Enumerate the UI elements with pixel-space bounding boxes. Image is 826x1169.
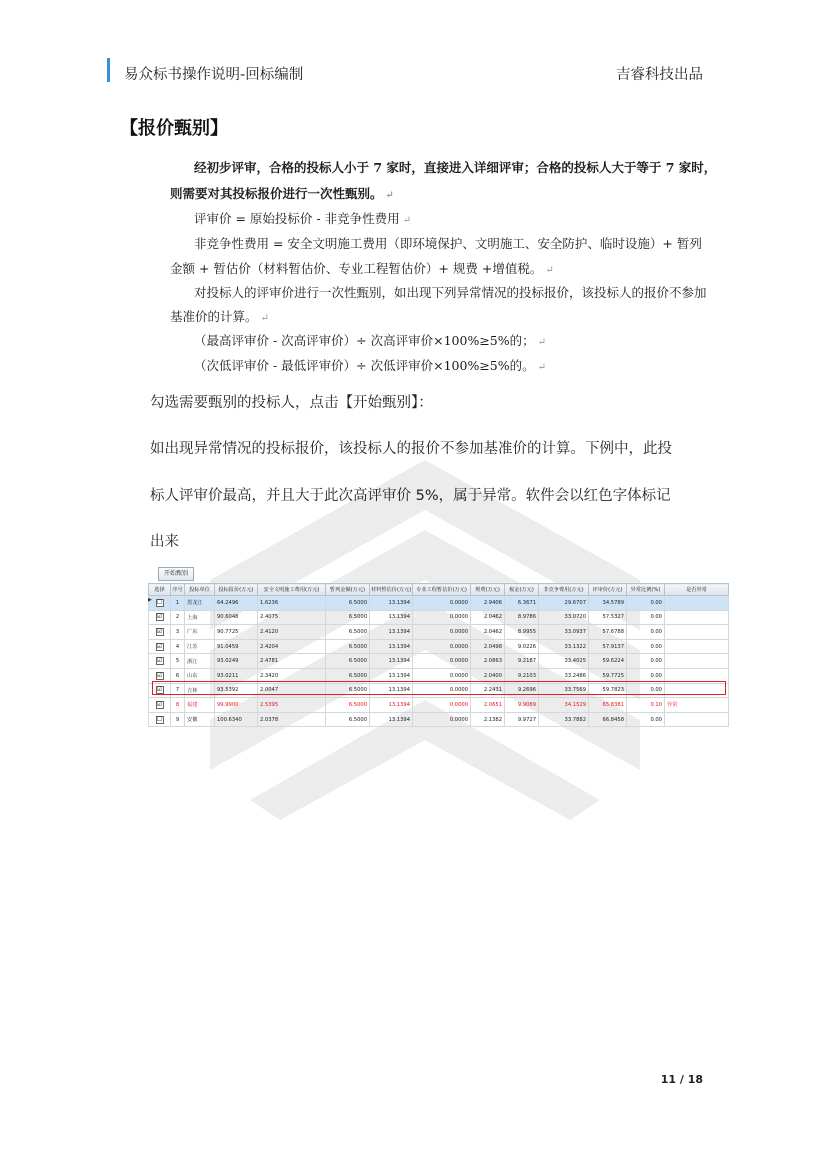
cell-abnormal-ratio: 0.00 — [627, 625, 665, 640]
cell-professional: 0.0000 — [413, 698, 471, 713]
table-header-row — [149, 584, 729, 596]
cell-review-price: 59.6224 — [589, 654, 627, 669]
cell-noncompetitive: 33.0720 — [539, 610, 589, 625]
cell-provisional: 6.5000 — [326, 625, 370, 640]
row-checkbox[interactable]: ☑ — [156, 627, 163, 635]
cell-no: 8 — [171, 698, 185, 713]
cell-no: 1 — [171, 596, 185, 611]
cell-material: 13.1394 — [370, 639, 413, 654]
row-checkbox[interactable]: ☐ — [156, 715, 163, 723]
cell-bid: 64.2496 — [215, 596, 258, 611]
cell-safety: 2.4120 — [258, 625, 326, 640]
cell-safety: 2.4075 — [258, 610, 326, 625]
document-title: 易众标书操作说明-回标编制 — [124, 67, 304, 83]
cell-bid: 90.6048 — [215, 610, 258, 625]
row-checkbox[interactable]: ☑ — [156, 657, 163, 665]
cell-safety: 2.4204 — [258, 639, 326, 654]
explanation-line: 标人评审价最高，并且大于此次高评审价 5%，属于异常。软件会以红色字体标记 — [150, 488, 671, 504]
cell-is-abnormal — [665, 639, 729, 654]
cell-noncompetitive: 33.0937 — [539, 625, 589, 640]
table-row[interactable] — [149, 610, 729, 625]
rule-line: （次低评审价 - 最低评审价）÷ 次低评审价×100%≥5%的。 ↵ — [194, 358, 547, 373]
col-no[interactable]: 序号 — [171, 584, 185, 596]
cell-material: 13.1394 — [370, 683, 413, 698]
cell-no: 9 — [171, 712, 185, 727]
start-screening-button[interactable]: 开始甄别 — [158, 567, 194, 581]
col-is-abnormal[interactable]: 是否异常 — [665, 584, 729, 596]
cell-safety: 2.3420 — [258, 668, 326, 683]
cell-bid: 100.6340 — [215, 712, 258, 727]
cell-is-abnormal — [665, 625, 729, 640]
cell-provisional: 6.5000 — [326, 596, 370, 611]
col-tax[interactable]: 税金(万元) — [505, 584, 539, 596]
row-checkbox[interactable]: ☐ — [156, 598, 163, 606]
cell-professional: 0.0000 — [413, 712, 471, 727]
cell-bid: 93.0211 — [215, 668, 258, 683]
cell-bid: 93.5392 — [215, 683, 258, 698]
cell-bid: 91.0459 — [215, 639, 258, 654]
cell-review-price: 57.6788 — [589, 625, 627, 640]
cell-is-abnormal — [665, 596, 729, 611]
col-fee[interactable]: 规费(万元) — [471, 584, 505, 596]
cell-is-abnormal: 异常 — [665, 698, 729, 713]
table-row-abnormal[interactable] — [149, 698, 729, 713]
cell-material: 13.1394 — [370, 596, 413, 611]
cell-unit: 福建 — [185, 698, 215, 713]
row-pointer-icon: ▶ — [148, 597, 152, 603]
cell-provisional: 6.5000 — [326, 712, 370, 727]
instruction-paragraph: 勾选需要甄别的投标人，点击【开始甄别】： — [150, 395, 433, 411]
table-row[interactable] — [149, 625, 729, 640]
cell-is-abnormal — [665, 712, 729, 727]
cell-noncompetitive: 33.7882 — [539, 712, 589, 727]
cell-bid: 90.7725 — [215, 625, 258, 640]
explanation-line: 出来 — [150, 534, 179, 550]
row-checkbox[interactable]: ☑ — [156, 613, 163, 621]
cell-safety: 1.6236 — [258, 596, 326, 611]
cell-professional: 0.0000 — [413, 654, 471, 669]
cell-tax: 8.9786 — [505, 610, 539, 625]
cell-material: 13.1394 — [370, 668, 413, 683]
table-row[interactable] — [149, 668, 729, 683]
table-row[interactable] — [149, 683, 729, 698]
cell-is-abnormal — [665, 654, 729, 669]
section-title: 【报价甄别】 — [120, 118, 228, 139]
cell-unit: 浙江 — [185, 654, 215, 669]
cell-review-price: 66.8458 — [589, 712, 627, 727]
cell-abnormal-ratio: 0.10 — [627, 698, 665, 713]
cell-unit: 上海 — [185, 610, 215, 625]
table-row[interactable] — [149, 596, 729, 611]
cell-professional: 0.0000 — [413, 625, 471, 640]
cell-material: 13.1394 — [370, 625, 413, 640]
cell-no: 3 — [171, 625, 185, 640]
cell-abnormal-ratio: 0.00 — [627, 712, 665, 727]
cell-unit: 山东 — [185, 668, 215, 683]
cell-review-price: 34.5789 — [589, 596, 627, 611]
cell-unit: 广东 — [185, 625, 215, 640]
cell-safety: 2.5395 — [258, 698, 326, 713]
rule-line: 则需要对其投标报价进行一次性甄别。 ↵ — [170, 186, 394, 201]
cell-safety: 2.0047 — [258, 683, 326, 698]
cell-noncompetitive: 33.2486 — [539, 668, 589, 683]
rule-line: 基准价的计算。 ↵ — [170, 309, 269, 324]
rule-line: 经初步评审，合格的投标人小于 7 家时，直接进入详细评审；合格的投标人大于等于 7 家时， — [194, 160, 717, 175]
cell-tax: 8.9955 — [505, 625, 539, 640]
cell-abnormal-ratio: 0.00 — [627, 668, 665, 683]
cell-is-abnormal — [665, 683, 729, 698]
cell-noncompetitive: 33.4025 — [539, 654, 589, 669]
cell-provisional: 6.5000 — [326, 610, 370, 625]
cell-provisional: 6.5000 — [326, 654, 370, 669]
row-checkbox[interactable]: ☑ — [156, 700, 163, 708]
cell-provisional: 6.5000 — [326, 698, 370, 713]
cell-no: 2 — [171, 610, 185, 625]
cell-fee: 2.0498 — [471, 639, 505, 654]
rule-line: 金额 + 暂估价（材料暂估价、专业工程暂估价）+ 规费 +增值税。 ↵ — [170, 261, 554, 276]
cell-abnormal-ratio: 0.00 — [627, 596, 665, 611]
cell-tax: 9.9727 — [505, 712, 539, 727]
cell-abnormal-ratio: 0.00 — [627, 639, 665, 654]
cell-tax: 6.3671 — [505, 596, 539, 611]
row-checkbox[interactable]: ☑ — [156, 642, 163, 650]
row-checkbox[interactable]: ☑ — [156, 671, 163, 679]
cell-fee: 2.0462 — [471, 610, 505, 625]
cell-fee: 2.2431 — [471, 683, 505, 698]
page-number: 11 / 18 — [660, 1073, 703, 1086]
cell-professional: 0.0000 — [413, 596, 471, 611]
cell-safety: 2.4781 — [258, 654, 326, 669]
explanation-line: 如出现异常情况的投标报价，该投标人的报价不参加基准价的计算。下例中，此投 — [150, 441, 672, 457]
col-professional[interactable]: 专业工程暂估价(万元) — [413, 584, 471, 596]
cell-provisional: 6.5000 — [326, 639, 370, 654]
cell-tax: 9.0226 — [505, 639, 539, 654]
rule-line: 非竞争性费用 = 安全文明施工费用（即环境保护、文明施工、安全防护、临时设施）+ 暂列 — [194, 236, 702, 251]
cell-bid: 93.0249 — [215, 654, 258, 669]
cell-noncompetitive: 34.1529 — [539, 698, 589, 713]
header-accent-bar — [107, 58, 110, 82]
cell-review-price: 59.7725 — [589, 668, 627, 683]
cell-provisional: 6.5000 — [326, 668, 370, 683]
cell-safety: 2.0378 — [258, 712, 326, 727]
cell-material: 13.1394 — [370, 712, 413, 727]
col-review-price[interactable]: 评审价(万元) — [589, 584, 627, 596]
cell-professional: 0.0000 — [413, 610, 471, 625]
cell-is-abnormal — [665, 668, 729, 683]
cell-noncompetitive: 33.1322 — [539, 639, 589, 654]
col-abnormal-ratio[interactable]: 异常比例(%) — [627, 584, 665, 596]
col-select[interactable]: 选择 — [149, 584, 171, 596]
cell-tax: 9.2696 — [505, 683, 539, 698]
cell-abnormal-ratio: 0.00 — [627, 683, 665, 698]
cell-unit: 安徽 — [185, 712, 215, 727]
cell-abnormal-ratio: 0.00 — [627, 610, 665, 625]
cell-material: 13.1394 — [370, 610, 413, 625]
col-safety[interactable]: 安全文明施工费用(万元) — [258, 584, 326, 596]
rule-line: 对投标人的评审价进行一次性甄别，如出现下列异常情况的投标报价，该投标人的报价不参加 — [194, 285, 707, 300]
cell-fee: 2.9406 — [471, 596, 505, 611]
cell-tax: 9.2187 — [505, 654, 539, 669]
cell-fee: 2.0462 — [471, 625, 505, 640]
cell-review-price: 59.7823 — [589, 683, 627, 698]
cell-provisional: 6.5000 — [326, 683, 370, 698]
cell-professional: 0.0000 — [413, 639, 471, 654]
cell-unit: 黑龙江 — [185, 596, 215, 611]
col-material[interactable]: 材料暂估价(万元) — [370, 584, 413, 596]
cell-fee: 2.0400 — [471, 668, 505, 683]
cell-no: 7 — [171, 683, 185, 698]
cell-review-price: 57.9137 — [589, 639, 627, 654]
col-unit[interactable]: 投标单位 — [185, 584, 215, 596]
rule-line: 评审价 = 原始投标价 - 非竞争性费用 ↵ — [194, 211, 411, 226]
publisher-name: 吉睿科技出品 — [616, 67, 703, 83]
cell-abnormal-ratio: 0.00 — [627, 654, 665, 669]
cell-tax: 9.9089 — [505, 698, 539, 713]
cell-bid: 99.9900 — [215, 698, 258, 713]
col-bid[interactable]: 投标报价(万元) — [215, 584, 258, 596]
rule-description-image — [150, 150, 730, 382]
cell-noncompetitive: 33.7569 — [539, 683, 589, 698]
cell-fee: 2.0863 — [471, 654, 505, 669]
table-row[interactable] — [149, 654, 729, 669]
row-checkbox[interactable]: ☑ — [156, 686, 163, 694]
cell-review-price: 57.5327 — [589, 610, 627, 625]
cell-noncompetitive: 29.6707 — [539, 596, 589, 611]
cell-material: 13.1394 — [370, 698, 413, 713]
cell-no: 4 — [171, 639, 185, 654]
cell-professional: 0.0000 — [413, 683, 471, 698]
cell-material: 13.1394 — [370, 654, 413, 669]
col-noncompetitive[interactable]: 非竞争费用(万元) — [539, 584, 589, 596]
cell-unit: 吉林 — [185, 683, 215, 698]
cell-professional: 0.0000 — [413, 668, 471, 683]
bid-table — [148, 583, 729, 727]
cell-tax: 9.2103 — [505, 668, 539, 683]
cell-is-abnormal — [665, 610, 729, 625]
table-row[interactable] — [149, 639, 729, 654]
col-provisional[interactable]: 暂列金额(万元) — [326, 584, 370, 596]
cell-review-price: 65.8381 — [589, 698, 627, 713]
cell-no: 5 — [171, 654, 185, 669]
table-row[interactable] — [149, 712, 729, 727]
cell-unit: 江苏 — [185, 639, 215, 654]
rule-line: （最高评审价 - 次高评审价）÷ 次高评审价×100%≥5%的； ↵ — [194, 333, 547, 348]
cell-fee: 2.1382 — [471, 712, 505, 727]
cell-no: 6 — [171, 668, 185, 683]
cell-fee: 2.0651 — [471, 698, 505, 713]
bid-screening-grid — [148, 565, 728, 725]
